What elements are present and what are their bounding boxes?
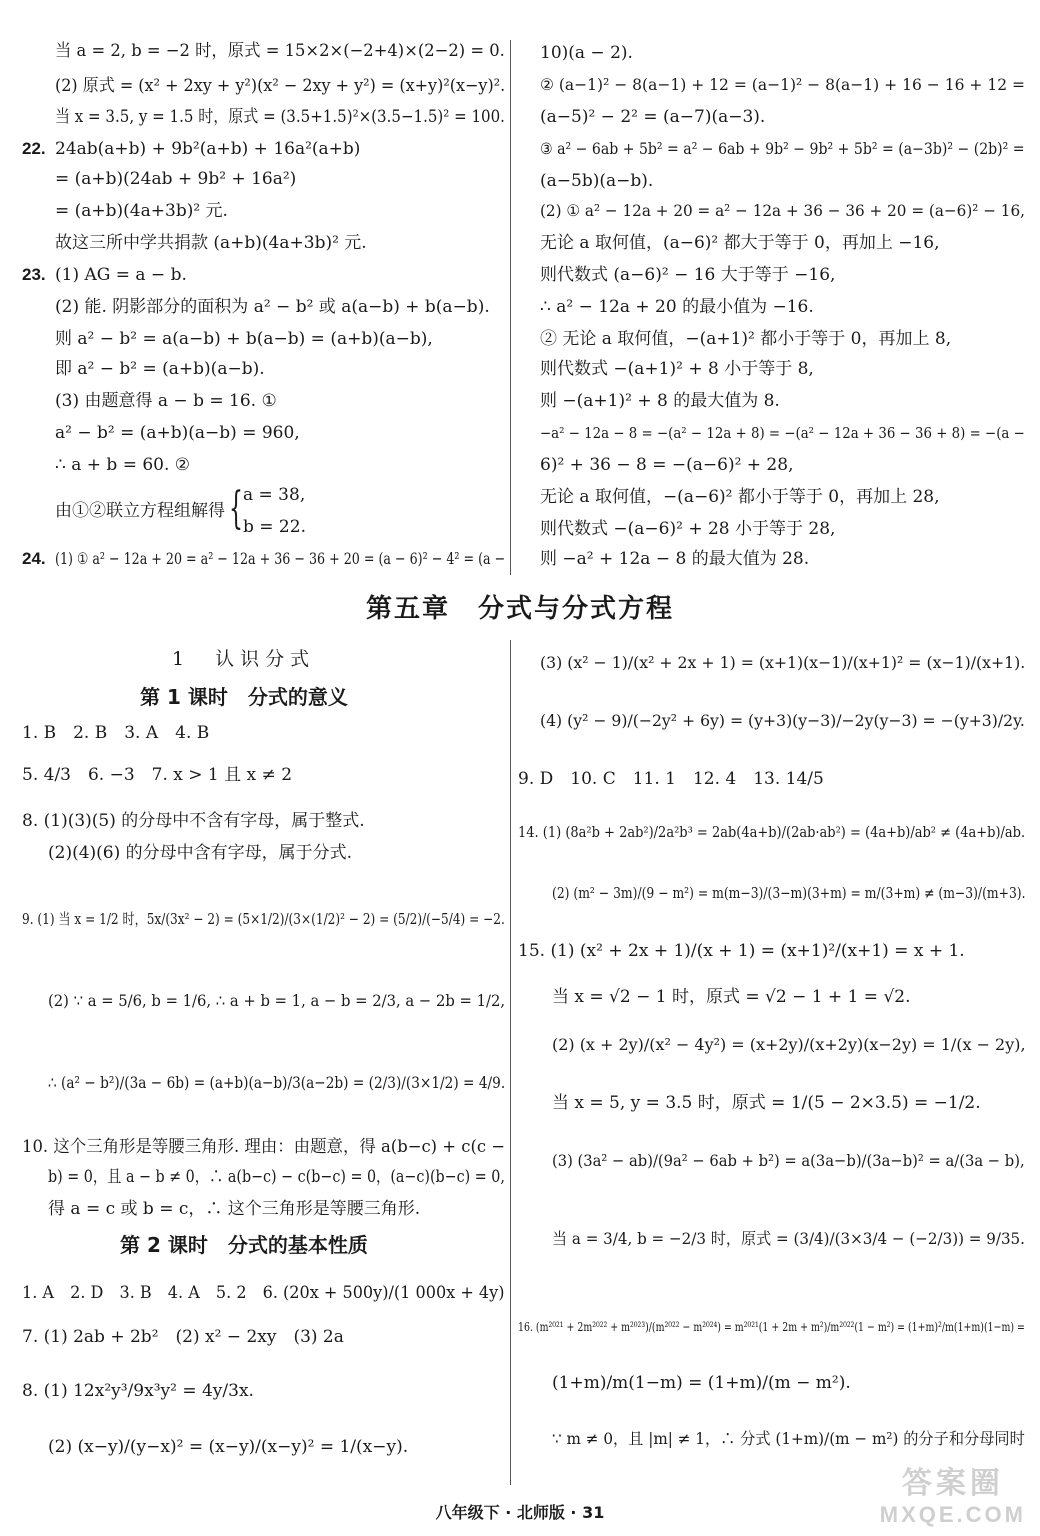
text-line: 则代数式 −(a−6)² + 28 小于等于 28, <box>540 519 836 539</box>
text-line: 当 a = 2, b = −2 时，原式 = 15×2×(−2+4)×(2−2) = 0. <box>55 41 505 61</box>
answer-line: 5. 4/3 6. −3 7. x > 1 且 x ≠ 2 <box>22 765 293 785</box>
lesson-title: 第 1 课时 分式的意义 <box>140 685 348 709</box>
answer-line: ∵ m ≠ 0，且 |m| ≠ 1，∴ 分式 (1+m)/(m − m²) 的分子和分母同时 <box>552 1429 1025 1448</box>
text-line: (2) 原式 = (x² + 2xy + y²)(x² − 2xy + y²) = (x+y)²(x−y)². <box>55 76 506 96</box>
answer-line: 当 x = 5, y = 3.5 时，原式 = 1/(5 − 2×3.5) = −1/2. <box>552 1093 981 1113</box>
text-line: 24ab(a+b) + 9b²(a+b) + 16a²(a+b) <box>55 139 361 159</box>
answer-line: (2)(4)(6) 的分母中含有字母，属于分式. <box>48 843 353 863</box>
answer-line: 14. (1) (8a²b + 2ab²)/2a²b³ = 2ab(4a+b)/(2ab·ab²) = (4a+b)/ab² ≠ (4a+b)/ab. <box>518 825 1026 841</box>
answer-line: 1. A 2. D 3. B 4. A 5. 2 6. (20x + 500y)/(1 000x + 4y) <box>22 1283 505 1303</box>
system-line: b = 22. <box>243 517 306 537</box>
text-line: (2) ① a² − 12a + 20 = a² − 12a + 36 − 36 + 20 = (a−6)² − 16, <box>540 201 1026 220</box>
answer-line: (2) (m² − 3m)/(9 − m²) = m(m−3)/(3−m)(3+m) = m/(3+m) ≠ (m−3)/(m+3). <box>552 884 1026 902</box>
text-line: 无论 a 取何值，−(a−6)² 都小于等于 0，再加上 28, <box>540 487 940 507</box>
answer-line: ∴ (a² − b²)/(3a − 6b) = (a+b)(a−b)/3(a−2b) = (2/3)/(3×1/2) = 4/9. <box>48 1073 506 1092</box>
text-line: ③ a² − 6ab + 5b² = a² − 6ab + 9b² − 9b² + 5b² = (a−3b)² − (2b)² = <box>540 140 1025 158</box>
answer-line: (3) (x² − 1)/(x² + 2x + 1) = (x+1)(x−1)/(x+1)² = (x−1)/(x+1). <box>540 653 1026 672</box>
text-line: 6)² + 36 − 8 = −(a−6)² + 28, <box>540 455 794 475</box>
page-footer: 八年级下 · 北师版 · 31 <box>435 1503 605 1522</box>
brace: { <box>229 483 243 534</box>
answer-line: 15. (1) (x² + 2x + 1)/(x + 1) = (x+1)²/(x+1) = x + 1. <box>518 941 965 961</box>
question-number: 24. <box>22 549 46 568</box>
text-line: 则 −a² + 12a − 8 的最大值为 28. <box>540 549 810 569</box>
chapter-title: 第五章 分式与分式方程 <box>365 594 674 624</box>
text-line: 故这三所中学共捐款 (a+b)(4a+3b)² 元. <box>55 233 367 253</box>
text-line: a² − b² = (a+b)(a−b) = 960, <box>55 423 300 443</box>
answer-line: 当 a = 3/4, b = −2/3 时，原式 = (3/4)/(3×3/4 − (−2/3)) = 9/35. <box>552 1229 1025 1248</box>
answer-line: 8. (1) 12x²y³/9x³y² = 4y/3x. <box>22 1381 254 1401</box>
answer-line: 9. D 10. C 11. 1 12. 4 13. 14/5 <box>518 769 824 789</box>
text-line: ∴ a² − 12a + 20 的最小值为 −16. <box>540 297 814 317</box>
system-line: a = 38, <box>243 485 306 505</box>
text-line: ② 无论 a 取何值，−(a+1)² 都小于等于 0，再加上 8, <box>540 329 952 349</box>
answer-line: (1+m)/m(1−m) = (1+m)/(m − m²). <box>552 1373 851 1393</box>
column-divider-bottom <box>510 640 511 1485</box>
answer-line: 得 a = c 或 b = c，∴ 这个三角形是等腰三角形. <box>48 1199 421 1219</box>
answer-line: (3) (3a² − ab)/(9a² − 6ab + b²) = a(3a−b)/(3a−b)² = a/(3a − b), <box>552 1151 1025 1170</box>
text-line: (1) AG = a − b. <box>55 265 187 285</box>
answer-line: (2) (x−y)/(y−x)² = (x−y)/(x−y)² = 1/(x−y). <box>48 1437 409 1457</box>
text-line: 10)(a − 2). <box>540 43 633 63</box>
text-line: 则代数式 −(a+1)² + 8 小于等于 8, <box>540 359 814 379</box>
text-line: = (a+b)(4a+3b)² 元. <box>55 201 228 221</box>
text-line: 则 −(a+1)² + 8 的最大值为 8. <box>540 391 780 411</box>
text-line: 由①②联立方程组解得 <box>55 501 225 521</box>
text-line: (a−5b)(a−b). <box>540 171 654 191</box>
answer-line: (4) (y² − 9)/(−2y² + 6y) = (y+3)(y−3)/−2y(y−3) = −(y+3)/2y. <box>540 711 1025 730</box>
answer-line: b) = 0，且 a − b ≠ 0，∴ a(b−c) − c(b−c) = 0，(a−c)(b−c) = 0, <box>48 1167 505 1187</box>
watermark-url: MXQE.COM <box>879 1502 1026 1527</box>
text-line: (2) 能. 阴影部分的面积为 a² − b² 或 a(a−b) + b(a−b). <box>55 297 490 317</box>
answer-line: 当 x = √2 − 1 时，原式 = √2 − 1 + 1 = √2. <box>552 987 911 1007</box>
section-title: 1 认识分式 <box>172 648 316 670</box>
text-line: 无论 a 取何值，(a−6)² 都大于等于 0，再加上 −16, <box>540 233 940 253</box>
watermark-logo <box>880 1458 1026 1528</box>
answer-line: 8. (1)(3)(5) 的分母中不含有字母，属于整式. <box>22 811 365 831</box>
text-line: 则 a² − b² = a(a−b) + b(a−b) = (a+b)(a−b), <box>55 329 433 349</box>
column-divider-top <box>510 40 511 575</box>
answer-line: (2) (x + 2y)/(x² − 4y²) = (x+2y)/(x+2y)(x−2y) = 1/(x − 2y), <box>552 1035 1026 1054</box>
text-line: (3) 由题意得 a − b = 16. ① <box>55 391 277 411</box>
question-number: 22. <box>22 139 46 158</box>
answer-line: 1. B 2. B 3. A 4. B <box>22 723 210 743</box>
question-number: 23. <box>22 265 46 284</box>
text-line: −a² − 12a − 8 = −(a² − 12a + 8) = −(a² − 12a + 36 − 36 + 8) = −(a − <box>540 424 1025 442</box>
text-line: 即 a² − b² = (a+b)(a−b). <box>55 359 265 379</box>
text-line: ② (a−1)² − 8(a−1) + 12 = (a−1)² − 8(a−1) + 16 − 16 + 12 = <box>540 75 1026 94</box>
text-line: 则代数式 (a−6)² − 16 大于等于 −16, <box>540 265 836 285</box>
text-line: = (a+b)(24ab + 9b² + 16a²) <box>55 169 297 189</box>
text-line: ∴ a + b = 60. ② <box>55 455 191 475</box>
text-line: 当 x = 3.5, y = 1.5 时，原式 = (3.5+1.5)²×(3.5−1.5)² = 100. <box>55 107 505 127</box>
watermark-text: 答案圈 <box>901 1467 1004 1500</box>
lesson-title: 第 2 课时 分式的基本性质 <box>120 1233 368 1257</box>
text-line: (a−5)² − 2² = (a−7)(a−3). <box>540 107 766 127</box>
answer-line: 16. (m²⁰²¹ + 2m²⁰²² + m²⁰²³)/(m²⁰²² − m²⁰²⁴) = m²⁰²¹(1 + 2m + m²)/m²⁰²²(1 − m²) = (1+m)²/m(1+m)(1−m) = <box>518 1319 1025 1334</box>
answer-line: 10. 这个三角形是等腰三角形. 理由：由题意，得 a(b−c) + c(c − <box>22 1137 506 1157</box>
text-line: (1) ① a² − 12a + 20 = a² − 12a + 36 − 36 + 20 = (a − 6)² − 4² = (a − <box>55 549 506 568</box>
answer-line: 9. (1) 当 x = 1/2 时，5x/(3x² − 2) = (5×1/2)/(3×(1/2)² − 2) = (5/2)/(−5/4) = −2. <box>22 910 505 928</box>
answer-line: (2) ∵ a = 5/6, b = 1/6, ∴ a + b = 1, a − b = 2/3, a − 2b = 1/2, <box>48 991 506 1010</box>
answer-line: 7. (1) 2ab + 2b² (2) x² − 2xy (3) 2a <box>22 1327 344 1347</box>
